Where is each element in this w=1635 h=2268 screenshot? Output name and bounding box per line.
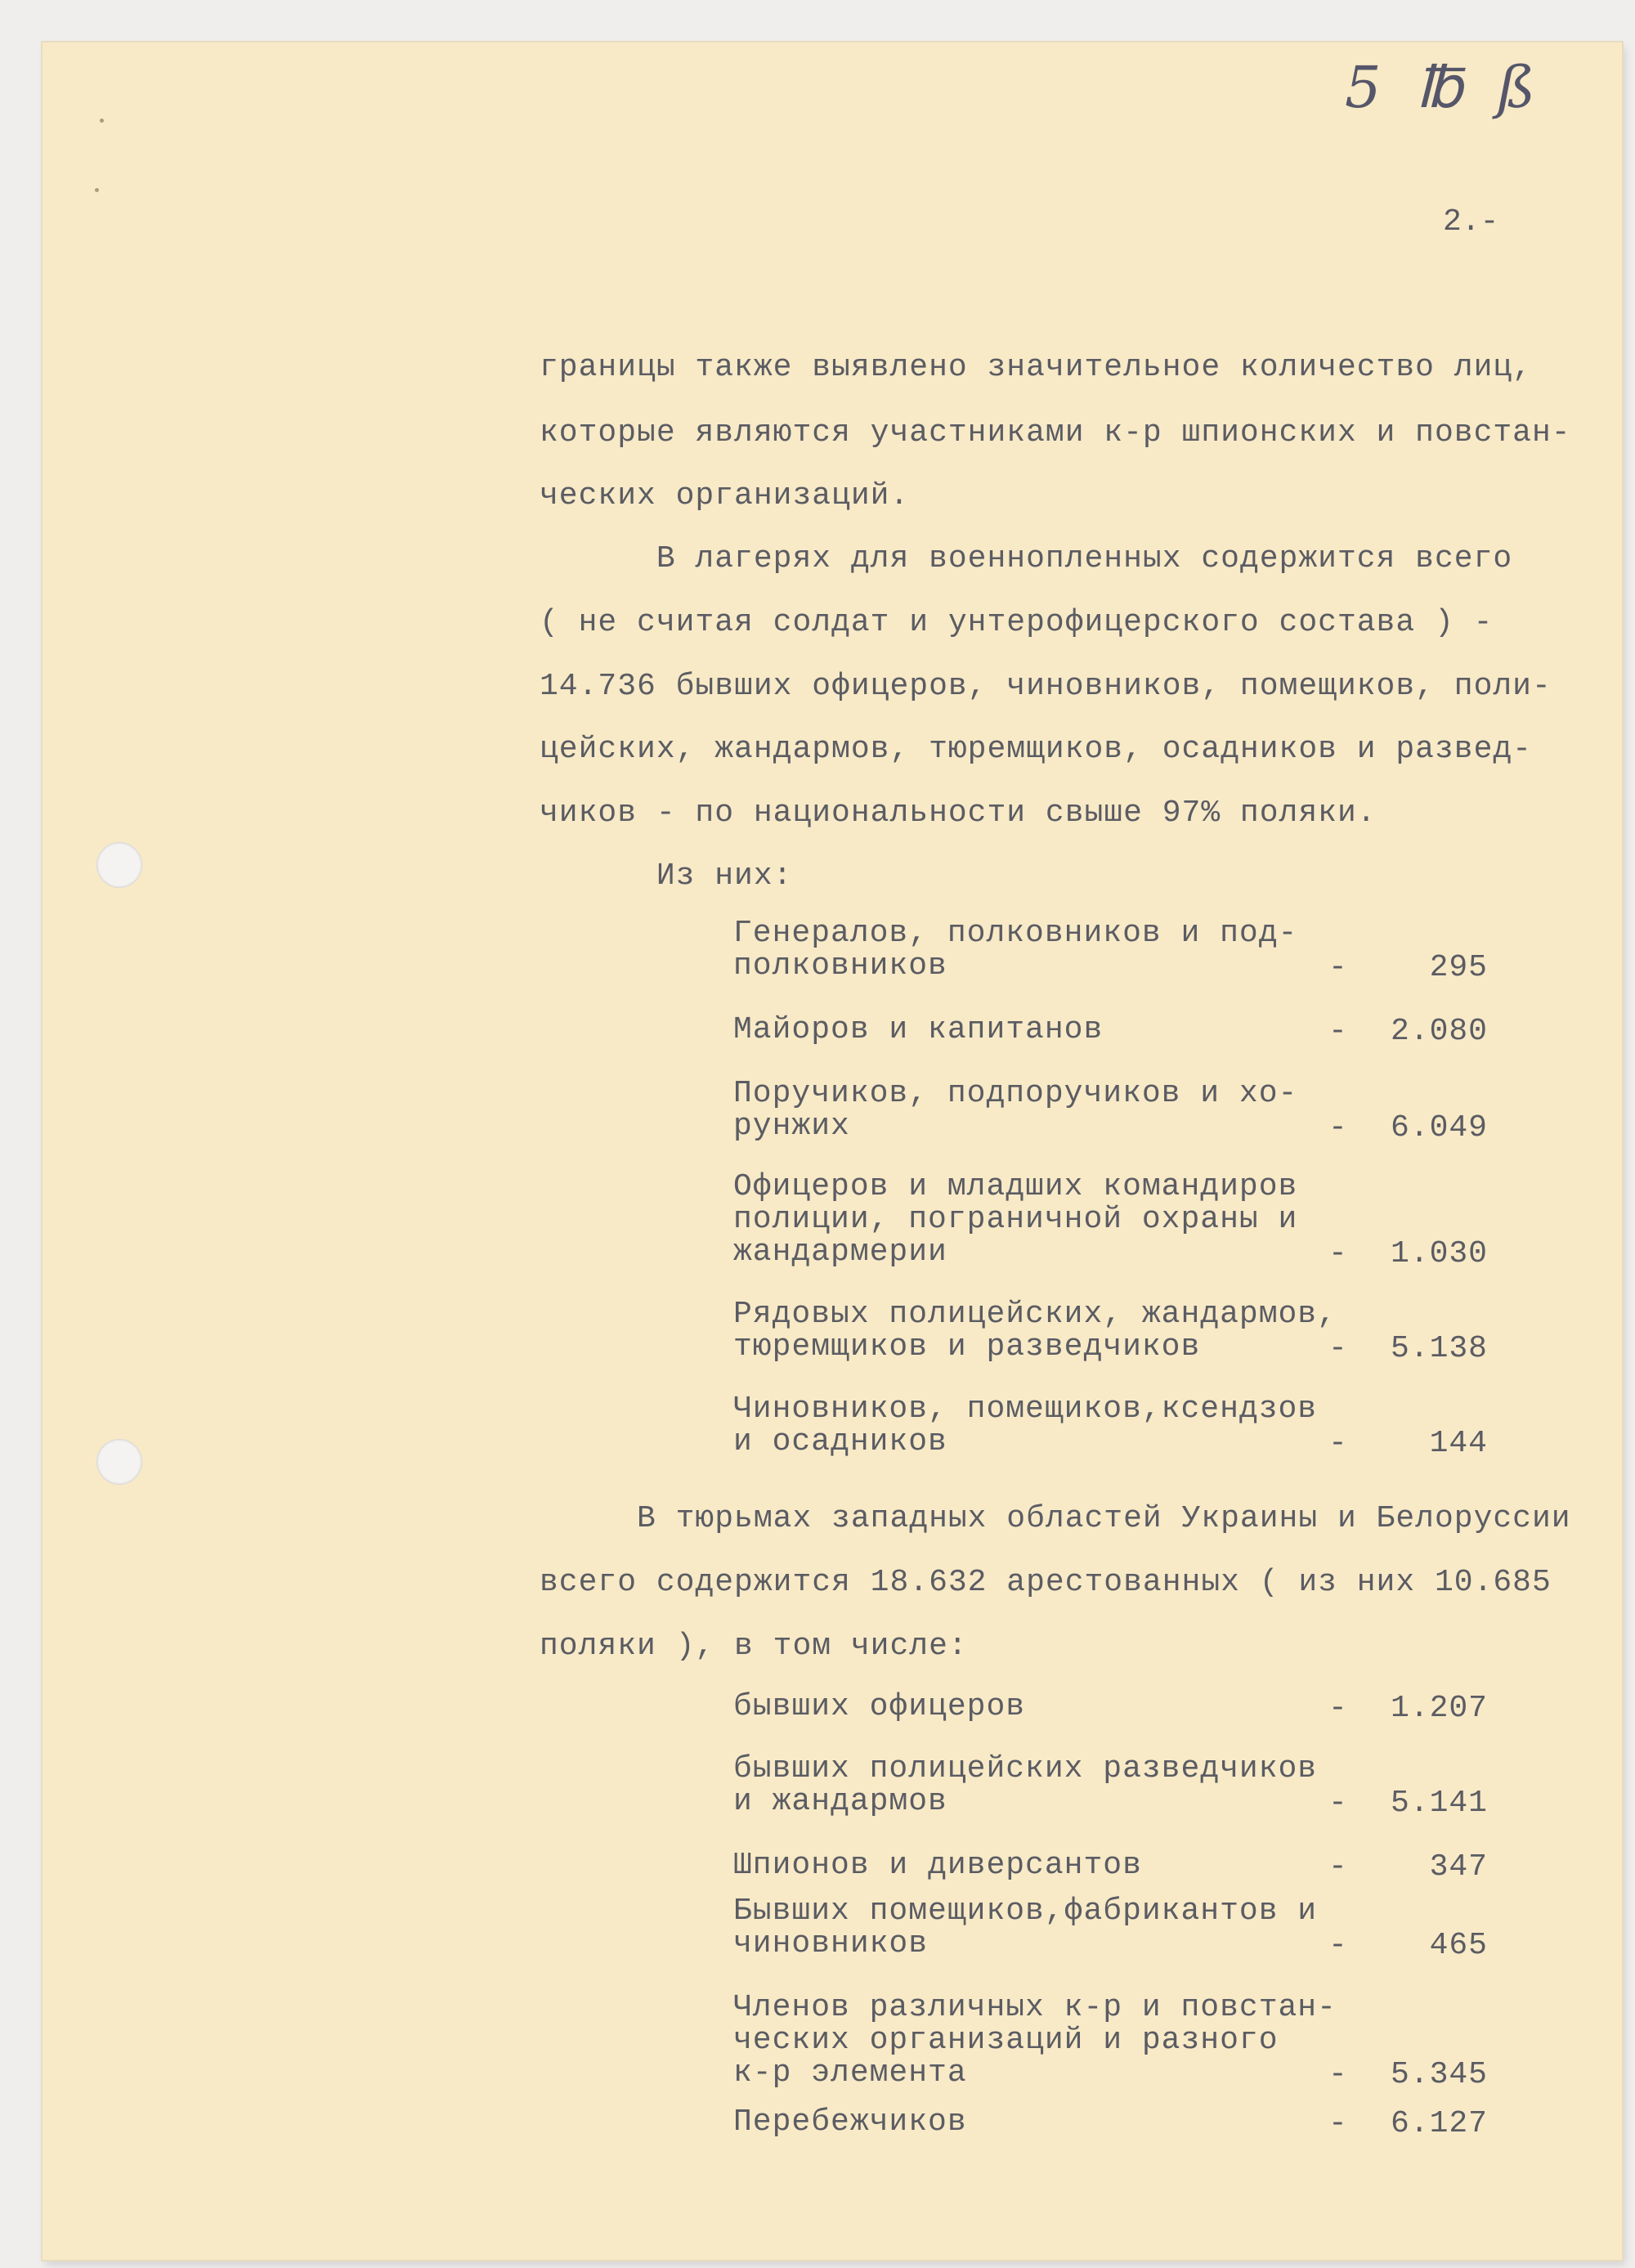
list-item-dash: - xyxy=(1328,1691,1347,1726)
text-line: В тюрьмах западных областей Украины и Белоруссии xyxy=(540,1501,1571,1536)
list-item-label: Офицеров и младших командиров полиции, пограничной охраны и жандармерии xyxy=(733,1169,1298,1270)
list-item-dash: - xyxy=(1328,2057,1347,2092)
text-line: всего содержится 18.632 арестованных ( из них 10.685 xyxy=(540,1565,1552,1600)
text-line: цейских, жандармов, тюремщиков, осадников и развед- xyxy=(540,732,1532,767)
list-intro: Из них: xyxy=(540,858,793,894)
list-item-label: Перебежчиков xyxy=(733,2104,967,2140)
list-item-dash: - xyxy=(1328,1236,1347,1271)
list-item-value: 6.127 xyxy=(1390,2106,1488,2141)
list-item-label: Генералов, полковников и под- полковников xyxy=(733,916,1298,984)
paper-speck xyxy=(100,119,104,123)
archive-mark: 5 ℔ ß xyxy=(1345,54,1544,121)
list-item-value: 144 xyxy=(1429,1426,1488,1461)
list-item-label: Поручиков, подпоручиков и хо- рунжих xyxy=(733,1076,1298,1144)
list-item-dash: - xyxy=(1328,1426,1347,1461)
list-item-dash: - xyxy=(1328,1331,1347,1366)
list-item-label: Рядовых полицейских, жандармов, тюремщиков и разведчиков xyxy=(733,1297,1337,1365)
list-item-value: 1.030 xyxy=(1390,1236,1488,1271)
list-item-label: бывших полицейских разведчиков и жандармов xyxy=(733,1751,1318,1819)
list-item-label: Чиновников, помещиков,ксендзов и осадников xyxy=(733,1392,1318,1459)
list-item-value: 5.141 xyxy=(1390,1786,1488,1821)
list-item-value: 465 xyxy=(1429,1928,1488,1963)
list-item-value: 6.049 xyxy=(1390,1110,1488,1145)
text-line: поляки ), в том числе: xyxy=(540,1629,968,1664)
punch-hole-upper xyxy=(96,842,142,888)
list-item-dash: - xyxy=(1328,1014,1347,1049)
text-line: границы также выявлено значительное количество лиц, xyxy=(540,350,1532,385)
paper-speck xyxy=(95,188,99,192)
punch-hole-lower xyxy=(96,1439,142,1485)
list-item-label: Шпионов и диверсантов xyxy=(733,1848,1142,1883)
text-line: В лагерях для военнопленных содержится всего xyxy=(540,541,1513,576)
text-line: ческих организаций. xyxy=(540,478,910,513)
list-item-dash: - xyxy=(1328,1928,1347,1963)
list-item-dash: - xyxy=(1328,1849,1347,1885)
page-number: 2.- xyxy=(1443,204,1499,240)
list-item-dash: - xyxy=(1328,950,1347,985)
list-item-value: 1.207 xyxy=(1390,1691,1488,1726)
list-item-label: Майоров и капитанов xyxy=(733,1012,1104,1047)
list-item-value: 295 xyxy=(1429,950,1488,985)
list-item-value: 2.080 xyxy=(1390,1014,1488,1049)
text-line: чиков - по национальности свыше 97% поляки. xyxy=(540,796,1377,831)
text-line: которые являются участниками к-р шпионских и повстан- xyxy=(540,415,1571,450)
list-item-dash: - xyxy=(1328,1110,1347,1145)
list-item-label: бывших офицеров xyxy=(733,1689,1026,1724)
list-item-value: 5.138 xyxy=(1390,1331,1488,1366)
list-item-value: 5.345 xyxy=(1390,2057,1488,2092)
list-item-label: Членов различных к-р и повстан- ческих организаций и разного к-р элемента xyxy=(733,1990,1337,2091)
list-item-label: Бывших помещиков,фабрикантов и чиновников xyxy=(733,1894,1318,1961)
text-line: ( не считая солдат и унтерофицерского состава ) - xyxy=(540,605,1494,640)
list-item-dash: - xyxy=(1328,2106,1347,2141)
text-line: 14.736 бывших офицеров, чиновников, помещиков, поли- xyxy=(540,669,1552,704)
list-item-value: 347 xyxy=(1429,1849,1488,1885)
list-item-dash: - xyxy=(1328,1786,1347,1821)
